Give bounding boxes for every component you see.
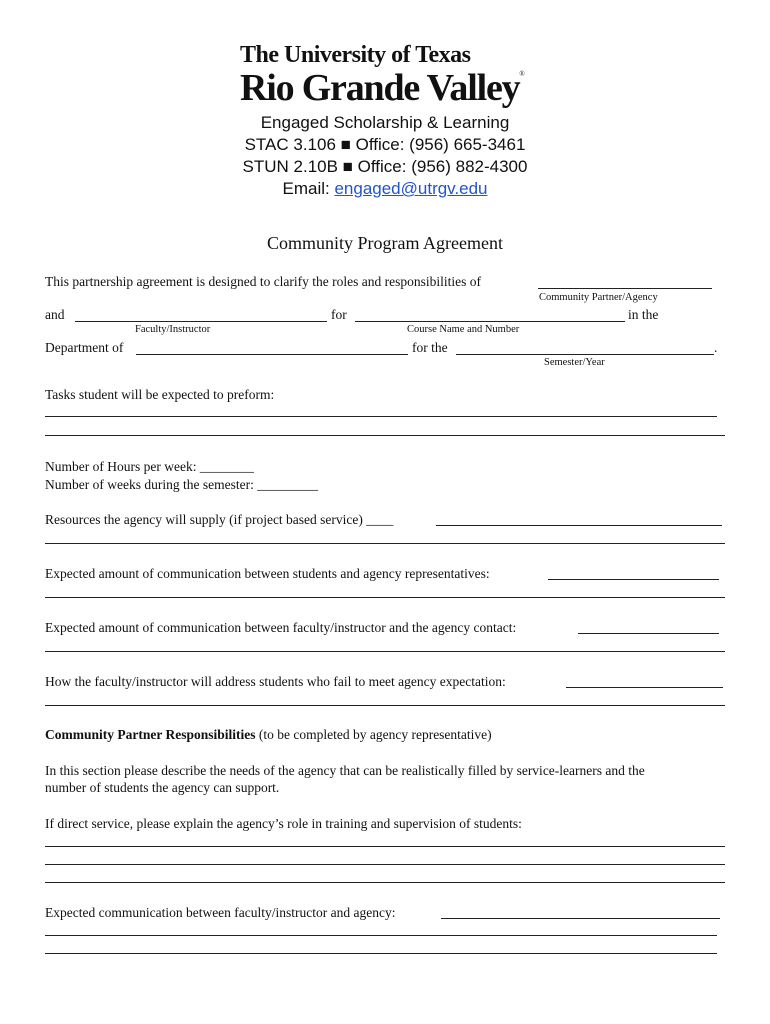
hours-label: Number of Hours per week: ________	[45, 459, 254, 474]
office-name: Engaged Scholarship & Learning	[260, 113, 510, 132]
office-line-stac: STAC 3.106 ■ Office: (956) 665-3461	[244, 135, 526, 154]
for-text: for	[331, 307, 347, 322]
direct-service-line-2[interactable]	[45, 864, 725, 865]
fail-field-line-2[interactable]	[45, 705, 725, 706]
tasks-label: Tasks student will be expected to preform:	[45, 387, 275, 402]
community-partner-label: Community Partner/Agency	[539, 292, 658, 303]
cp-heading	[45, 727, 492, 743]
fail-field[interactable]	[566, 687, 723, 688]
resources-field[interactable]	[436, 525, 722, 526]
email-label: Email:	[282, 179, 335, 198]
faculty-label: Faculty/Instructor	[135, 324, 211, 335]
weeks-label: Number of weeks during the semester: _________	[45, 477, 318, 492]
intro-text: This partnership agreement is designed to clarify the roles and responsibilities of	[45, 274, 482, 289]
semester-field[interactable]	[456, 354, 714, 355]
expected-comm-label: Expected communication between faculty/instructor and agency:	[45, 905, 396, 920]
community-partner-field[interactable]	[538, 288, 712, 289]
email-link[interactable]: engaged@utrgv.edu	[334, 179, 488, 198]
and-text: and	[45, 307, 65, 322]
comm-faculty-field[interactable]	[578, 633, 719, 634]
comm-faculty-label: Expected amount of communication between faculty/instructor and the agency contact:	[45, 620, 517, 635]
registered-mark: ®	[519, 70, 524, 78]
course-label: Course Name and Number	[407, 324, 520, 335]
office-line-stun: STUN 2.10B ■ Office: (956) 882-4300	[242, 157, 528, 176]
course-field[interactable]	[355, 321, 625, 322]
direct-service-label: If direct service, please explain the agency’s role in training and supervision of students:	[45, 816, 522, 831]
fail-label: How the faculty/instructor will address students who fail to meet agency expectation:	[45, 674, 506, 689]
needs-line-1: In this section please describe the needs of the agency that can be realistically filled by service-learners and the	[45, 763, 645, 778]
department-field[interactable]	[136, 354, 408, 355]
direct-service-line-1[interactable]	[45, 846, 725, 847]
comm-students-field-line-2[interactable]	[45, 597, 725, 598]
expected-comm-line-2[interactable]	[45, 935, 717, 936]
faculty-field[interactable]	[75, 321, 327, 322]
expected-comm-line-3[interactable]	[45, 953, 717, 954]
university-logo-name: Rio Grande Valley	[240, 67, 520, 109]
tasks-field-line-2[interactable]	[45, 435, 725, 436]
for-the-text: for the	[412, 340, 448, 355]
comm-students-label: Expected amount of communication between students and agency representatives:	[45, 566, 490, 581]
department-text: Department of	[45, 340, 124, 355]
university-logo-line1: The University of Texas	[240, 42, 471, 68]
university-logo-line2	[240, 66, 524, 110]
needs-line-2: number of students the agency can support.	[45, 780, 280, 795]
period: .	[714, 340, 718, 355]
resources-label: Resources the agency will supply (if project based service) ____	[45, 512, 394, 527]
email-line	[0, 179, 770, 199]
semester-label: Semester/Year	[544, 357, 605, 368]
expected-comm-field[interactable]	[441, 918, 720, 919]
direct-service-line-3[interactable]	[45, 882, 725, 883]
form-title: Community Program Agreement	[267, 233, 503, 253]
comm-faculty-field-line-2[interactable]	[45, 651, 725, 652]
comm-students-field[interactable]	[548, 579, 719, 580]
in-the-text: in the	[628, 307, 659, 322]
resources-field-line-2[interactable]	[45, 543, 725, 544]
tasks-field-line-1[interactable]	[45, 416, 717, 417]
cp-heading-bold: Community Partner Responsibilities	[45, 727, 256, 742]
cp-heading-rest: (to be completed by agency representative)	[255, 727, 492, 742]
